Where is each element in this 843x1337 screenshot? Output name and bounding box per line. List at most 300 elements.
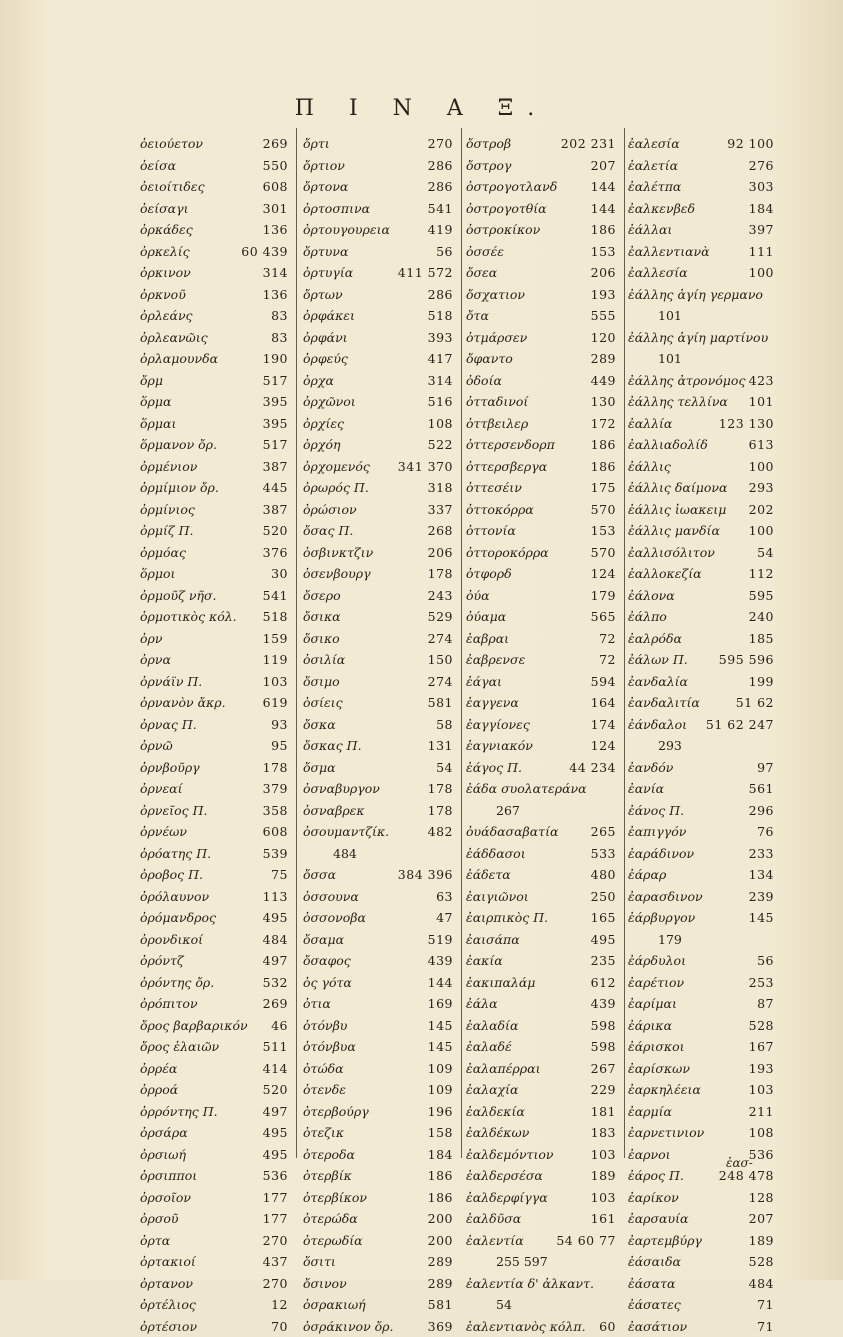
index-entry (140, 155, 288, 177)
index-entry (628, 176, 774, 198)
page-numbers: 289 (428, 1273, 453, 1295)
index-entry (140, 735, 288, 757)
index-term: ὄσκας Π. (303, 735, 362, 757)
index-term: ὀσουμαντζίκ. (303, 821, 389, 843)
index-term: ἐάλων Π. (628, 649, 688, 671)
index-entry (140, 1273, 288, 1295)
page-numbers: 229 (591, 1079, 616, 1101)
index-entry (628, 864, 774, 886)
page-numbers: 296 (749, 800, 774, 822)
page-numbers: 190 (263, 348, 288, 370)
column-rule (461, 128, 462, 1158)
index-entry (140, 585, 288, 607)
index-term: ἐάλονα (628, 585, 675, 607)
index-term: ὀς γότα (303, 972, 352, 994)
page-numbers: 51 62 (736, 692, 774, 714)
index-entry (466, 1144, 616, 1166)
index-entry (466, 1187, 616, 1209)
index-term: ὀσβινκτζιν (303, 542, 373, 564)
page-numbers: 71 (757, 1294, 774, 1316)
page-numbers: 517 (263, 370, 288, 392)
index-entry (466, 305, 616, 327)
index-entry (466, 262, 616, 284)
page-numbers: 439 (591, 993, 616, 1015)
page-numbers: 387 (263, 456, 288, 478)
page-numbers: 145 (749, 907, 774, 929)
page-numbers: 124 (591, 735, 616, 757)
index-term: ὀρτέλιος (140, 1294, 196, 1316)
index-term: ὀρσιωή (140, 1144, 186, 1166)
index-entry (303, 1187, 453, 1209)
index-entry (628, 649, 774, 671)
page-numbers: 495 (591, 929, 616, 951)
page-numbers: 516 (428, 391, 453, 413)
index-entry (303, 241, 453, 263)
index-term: ἐαλρόδα (628, 628, 682, 650)
index-term: 101 (658, 305, 682, 327)
index-entry (140, 241, 288, 263)
index-entry (140, 1316, 288, 1337)
page-numbers: 193 (591, 284, 616, 306)
index-entry (140, 1079, 288, 1101)
index-entry (303, 520, 453, 542)
page-numbers: 423 (749, 370, 774, 392)
page-numbers: 123 130 (719, 413, 774, 435)
index-entry (140, 1165, 288, 1187)
index-term: ὀρόντζ (140, 950, 184, 972)
index-entry (628, 284, 774, 306)
index-term: ὀτερωδία (303, 1230, 363, 1252)
page-numbers: 598 (591, 1036, 616, 1058)
index-entry (628, 348, 774, 370)
index-term: ὀρφάνι (303, 327, 348, 349)
page-numbers: 202 231 (561, 133, 616, 155)
index-entry (466, 198, 616, 220)
index-entry (466, 456, 616, 478)
page-numbers: 555 (591, 305, 616, 327)
page-numbers: 63 (436, 886, 453, 908)
index-entry (140, 262, 288, 284)
page-numbers: 358 (263, 800, 288, 822)
index-entry (140, 133, 288, 155)
index-entry (303, 929, 453, 951)
index-entry (466, 649, 616, 671)
index-term: ἐάνος Π. (628, 800, 684, 822)
page-numbers: 267 (591, 1058, 616, 1080)
index-term: 484 (333, 843, 357, 865)
index-term: ὀστροκίκον (466, 219, 540, 241)
page-numbers: 550 (263, 155, 288, 177)
page-numbers: 369 (428, 1316, 453, 1337)
page-numbers: 178 (428, 800, 453, 822)
page-numbers: 200 (428, 1208, 453, 1230)
index-entry (303, 1230, 453, 1252)
page-numbers: 12 (271, 1294, 288, 1316)
index-term: ὀστρογοτθία (466, 198, 547, 220)
index-term: ὀρλεάνς (140, 305, 193, 327)
page-numbers: 30 (271, 563, 288, 585)
index-entry (628, 1273, 774, 1295)
index-entry (303, 305, 453, 327)
index-term: ὀρροά (140, 1079, 178, 1101)
page-numbers: 167 (749, 1036, 774, 1058)
page-numbers: 145 (428, 1015, 453, 1037)
index-entry (140, 972, 288, 994)
index-term: ἐακιπαλάμ (466, 972, 535, 994)
index-entry (466, 241, 616, 263)
index-term: ὀρσοῦ (140, 1208, 179, 1230)
page-numbers: 528 (749, 1015, 774, 1037)
page-numbers: 165 (591, 907, 616, 929)
index-entry (628, 305, 774, 327)
index-term: ἐαλδέκων (466, 1122, 529, 1144)
index-entry (628, 1036, 774, 1058)
index-entry (303, 477, 453, 499)
page-numbers: 172 (591, 413, 616, 435)
index-entry (303, 1294, 453, 1316)
index-entry (303, 649, 453, 671)
page-numbers: 536 (749, 1144, 774, 1166)
index-entry (628, 1294, 774, 1316)
index-entry (466, 778, 616, 800)
index-term: ὀρσάρα (140, 1122, 188, 1144)
page-numbers: 95 (271, 735, 288, 757)
index-term: ἐαλλισόλιτον (628, 542, 715, 564)
page-numbers: 243 (428, 585, 453, 607)
page-numbers: 158 (428, 1122, 453, 1144)
index-entry (303, 219, 453, 241)
page-numbers: 177 (263, 1208, 288, 1230)
index-entry (466, 219, 616, 241)
index-entry (303, 1015, 453, 1037)
index-entry (628, 391, 774, 413)
page-numbers: 233 (749, 843, 774, 865)
index-term: ἐαράδινον (628, 843, 694, 865)
index-entry (628, 327, 774, 349)
index-entry (303, 348, 453, 370)
page-numbers: 439 (428, 950, 453, 972)
index-entry (303, 757, 453, 779)
page-numbers: 56 (757, 950, 774, 972)
index-entry (140, 1251, 288, 1273)
index-term: ἐαρμία (628, 1101, 672, 1123)
page-numbers: 136 (263, 219, 288, 241)
index-term: ὀρκάδες (140, 219, 193, 241)
index-term: ὄσινον (303, 1273, 347, 1295)
index-term: ἐάλλαι (628, 219, 672, 241)
index-term: ὀττερσενδορπ (466, 434, 555, 456)
page-numbers: 103 (263, 671, 288, 693)
index-entry (140, 176, 288, 198)
index-term: 267 (496, 800, 520, 822)
index-term: ἐάλλης ἀτρονόμος (628, 370, 745, 392)
index-term: ἐάγαι (466, 671, 502, 693)
page-numbers: 581 (428, 1294, 453, 1316)
index-entry (628, 133, 774, 155)
index-term: 293 (658, 735, 682, 757)
page-numbers: 144 (591, 176, 616, 198)
index-term: ὀτεζικ (303, 1122, 344, 1144)
index-term: ὀρρόντης Π. (140, 1101, 218, 1123)
index-term: ἐαλεντία (466, 1230, 524, 1252)
index-term: ὀρωρός Π. (303, 477, 369, 499)
index-entry (466, 1208, 616, 1230)
index-entry (303, 821, 453, 843)
index-term: ἐαγνιακόν (466, 735, 533, 757)
index-entry (466, 284, 616, 306)
page-numbers: 169 (428, 993, 453, 1015)
index-term: ὀρνας Π. (140, 714, 197, 736)
index-term: ὀττεσέιν (466, 477, 522, 499)
page-numbers: 518 (263, 606, 288, 628)
page-numbers: 619 (263, 692, 288, 714)
index-term: ἐαλδῦσα (466, 1208, 521, 1230)
page-numbers: 199 (749, 671, 774, 693)
index-entry (140, 714, 288, 736)
index-term: ἐάλλις δαίμονα (628, 477, 727, 499)
index-entry (466, 434, 616, 456)
index-entry (466, 1273, 616, 1295)
index-entry (140, 370, 288, 392)
index-term: ὀτερώδα (303, 1208, 358, 1230)
page-numbers: 103 (591, 1144, 616, 1166)
index-entry (140, 757, 288, 779)
index-term: ὄσαφος (303, 950, 351, 972)
index-term: ὀσρακιωή (303, 1294, 366, 1316)
index-entry (303, 133, 453, 155)
index-term: ὄτα (466, 305, 489, 327)
page-numbers: 207 (749, 1208, 774, 1230)
index-entry (466, 1251, 616, 1273)
index-entry (628, 972, 774, 994)
index-term: ὄσερο (303, 585, 341, 607)
index-term: ὀρχίες (303, 413, 344, 435)
index-term: ὀρμίνιος (140, 499, 195, 521)
index-term: ἐάλλις ἰωακειμ (628, 499, 726, 521)
index-term: ὁρμοτικὸς κόλ. (140, 606, 237, 628)
page-numbers: 87 (757, 993, 774, 1015)
page-numbers: 581 (428, 692, 453, 714)
index-entry (628, 821, 774, 843)
index-term: ὅρμαι (140, 413, 176, 435)
index-term: ἐάγος Π. (466, 757, 522, 779)
page-numbers: 128 (749, 1187, 774, 1209)
page-numbers: 533 (591, 843, 616, 865)
index-entry (303, 434, 453, 456)
index-term: ὀστρογοτλανδ (466, 176, 557, 198)
index-entry (466, 929, 616, 951)
index-term: ἐακία (466, 950, 503, 972)
index-term: ὄρτων (303, 284, 343, 306)
index-entry (628, 434, 774, 456)
column-rule (624, 128, 625, 1158)
page-numbers: 54 (436, 757, 453, 779)
index-term: ὀρχῶνοι (303, 391, 356, 413)
index-entry (303, 1316, 453, 1337)
index-term: ἐαλλία (628, 413, 672, 435)
page-numbers: 511 (263, 1036, 288, 1058)
page-numbers: 522 (428, 434, 453, 456)
page-numbers: 108 (749, 1122, 774, 1144)
page-numbers: 286 (428, 284, 453, 306)
page-numbers: 189 (749, 1230, 774, 1252)
index-term: ὄσκα (303, 714, 336, 736)
index-term: ἐαρίκον (628, 1187, 679, 1209)
index-term: ὀσσέε (466, 241, 504, 263)
page-numbers: 60 439 (241, 241, 288, 263)
page-numbers: 289 (428, 1251, 453, 1273)
index-entry (628, 757, 774, 779)
index-entry (140, 327, 288, 349)
index-term: 255 597 (496, 1251, 548, 1273)
page-numbers: 570 (591, 542, 616, 564)
page-numbers: 202 (749, 499, 774, 521)
index-entry (303, 692, 453, 714)
index-term: ὀείσα (140, 155, 176, 177)
index-term: ὀσσουνα (303, 886, 359, 908)
index-entry (628, 585, 774, 607)
index-entry (466, 1316, 616, 1337)
index-term: ὀρλεανῶις (140, 327, 208, 349)
page-numbers: 179 (591, 585, 616, 607)
index-entry (303, 972, 453, 994)
index-term: ἐαλέτπα (628, 176, 681, 198)
index-term: ὀρόντης ὄρ. (140, 972, 214, 994)
page-numbers: 411 572 (398, 262, 453, 284)
index-entry (628, 1316, 774, 1337)
index-term: ὀρνβοῦργ (140, 757, 200, 779)
index-term: ὄστρογ (466, 155, 511, 177)
page-numbers: 598 (591, 1015, 616, 1037)
index-term: ὀττονία (466, 520, 516, 542)
page-numbers: 286 (428, 176, 453, 198)
index-entry (628, 477, 774, 499)
index-term: ἐάρικα (628, 1015, 672, 1037)
index-entry (303, 585, 453, 607)
index-term: ὄσιμο (303, 671, 340, 693)
page-numbers: 130 (591, 391, 616, 413)
index-entry (466, 370, 616, 392)
index-entry (628, 542, 774, 564)
index-term: ὀρνανὸν ἄκρ. (140, 692, 226, 714)
index-entry (628, 563, 774, 585)
index-entry (628, 1187, 774, 1209)
index-entry (628, 219, 774, 241)
index-entry (303, 907, 453, 929)
index-term: ὀροβος Π. (140, 864, 203, 886)
index-entry (303, 1122, 453, 1144)
page-numbers: 608 (263, 176, 288, 198)
index-entry (140, 1015, 288, 1037)
index-term: ὀρνῶ (140, 735, 173, 757)
page-numbers: 44 234 (569, 757, 616, 779)
index-entry (303, 391, 453, 413)
page-numbers: 265 (591, 821, 616, 843)
page-numbers: 97 (757, 757, 774, 779)
index-entry (628, 262, 774, 284)
page-numbers: 539 (263, 843, 288, 865)
page-numbers: 520 (263, 1079, 288, 1101)
index-entry (140, 563, 288, 585)
index-term: ὅρμα (140, 391, 171, 413)
index-term: ὀτμάρσεν (466, 327, 527, 349)
index-term: ὀρνάϊν Π. (140, 671, 202, 693)
page-numbers: 211 (749, 1101, 774, 1123)
index-entry (628, 370, 774, 392)
page-numbers: 196 (428, 1101, 453, 1123)
page-numbers: 276 (749, 155, 774, 177)
index-term: ἐανδαλιτία (628, 692, 700, 714)
page-numbers: 177 (263, 1187, 288, 1209)
page-numbers: 484 (263, 929, 288, 951)
index-term: 179 (658, 929, 682, 951)
page-numbers: 58 (436, 714, 453, 736)
index-term: ὄσμα (303, 757, 336, 779)
index-term: ὀρσιπποι (140, 1165, 197, 1187)
index-term: ὄρτιον (303, 155, 345, 177)
index-term: ὀρτυγία (303, 262, 353, 284)
index-entry (140, 456, 288, 478)
index-term: ὀτερβούργ (303, 1101, 369, 1123)
index-term: ὀτόνβυα (303, 1036, 356, 1058)
index-entry (140, 1101, 288, 1123)
page-numbers: 186 (428, 1187, 453, 1209)
index-entry (466, 972, 616, 994)
page-numbers: 111 (749, 241, 774, 263)
page-numbers: 250 (591, 886, 616, 908)
index-entry (140, 843, 288, 865)
index-entry (140, 1208, 288, 1230)
index-term: ἐαρνετινιον (628, 1122, 704, 1144)
page-numbers: 100 (749, 262, 774, 284)
index-term: ὀειοίτιδες (140, 176, 205, 198)
page-numbers: 240 (749, 606, 774, 628)
index-term: ὀρχόη (303, 434, 340, 456)
index-term: ἐαιρπικὸς Π. (466, 907, 548, 929)
index-entry (303, 1036, 453, 1058)
index-term: ὀτόνβυ (303, 1015, 347, 1037)
index-term: ἐάρβυργον (628, 907, 695, 929)
index-entry (466, 864, 616, 886)
index-entry (303, 413, 453, 435)
index-entry (466, 671, 616, 693)
index-term: ὀσιλία (303, 649, 345, 671)
index-entry (628, 735, 774, 757)
index-term: ὄσικο (303, 628, 340, 650)
index-term: ὀτια (303, 993, 331, 1015)
page-numbers: 541 (428, 198, 453, 220)
page-numbers: 570 (591, 499, 616, 521)
index-entry (303, 327, 453, 349)
index-entry (466, 176, 616, 198)
index-term: ὀρτοσπινα (303, 198, 370, 220)
index-term: ὀτφορδ (466, 563, 512, 585)
page-numbers: 269 (263, 133, 288, 155)
index-entry (466, 133, 616, 155)
index-entry (140, 305, 288, 327)
index-term: ἐάνδαλοι (628, 714, 687, 736)
page-numbers: 72 (599, 628, 616, 650)
index-term: ὀτώδα (303, 1058, 344, 1080)
index-term: ὀρκινον (140, 262, 191, 284)
page-numbers: 83 (271, 305, 288, 327)
index-term: ὀρτανον (140, 1273, 193, 1295)
index-term: ἐάλλης τελλίνα (628, 391, 728, 413)
index-term: ἐαλαπέρραι (466, 1058, 540, 1080)
index-entry (303, 1273, 453, 1295)
page-numbers: 76 (757, 821, 774, 843)
index-entry (303, 284, 453, 306)
